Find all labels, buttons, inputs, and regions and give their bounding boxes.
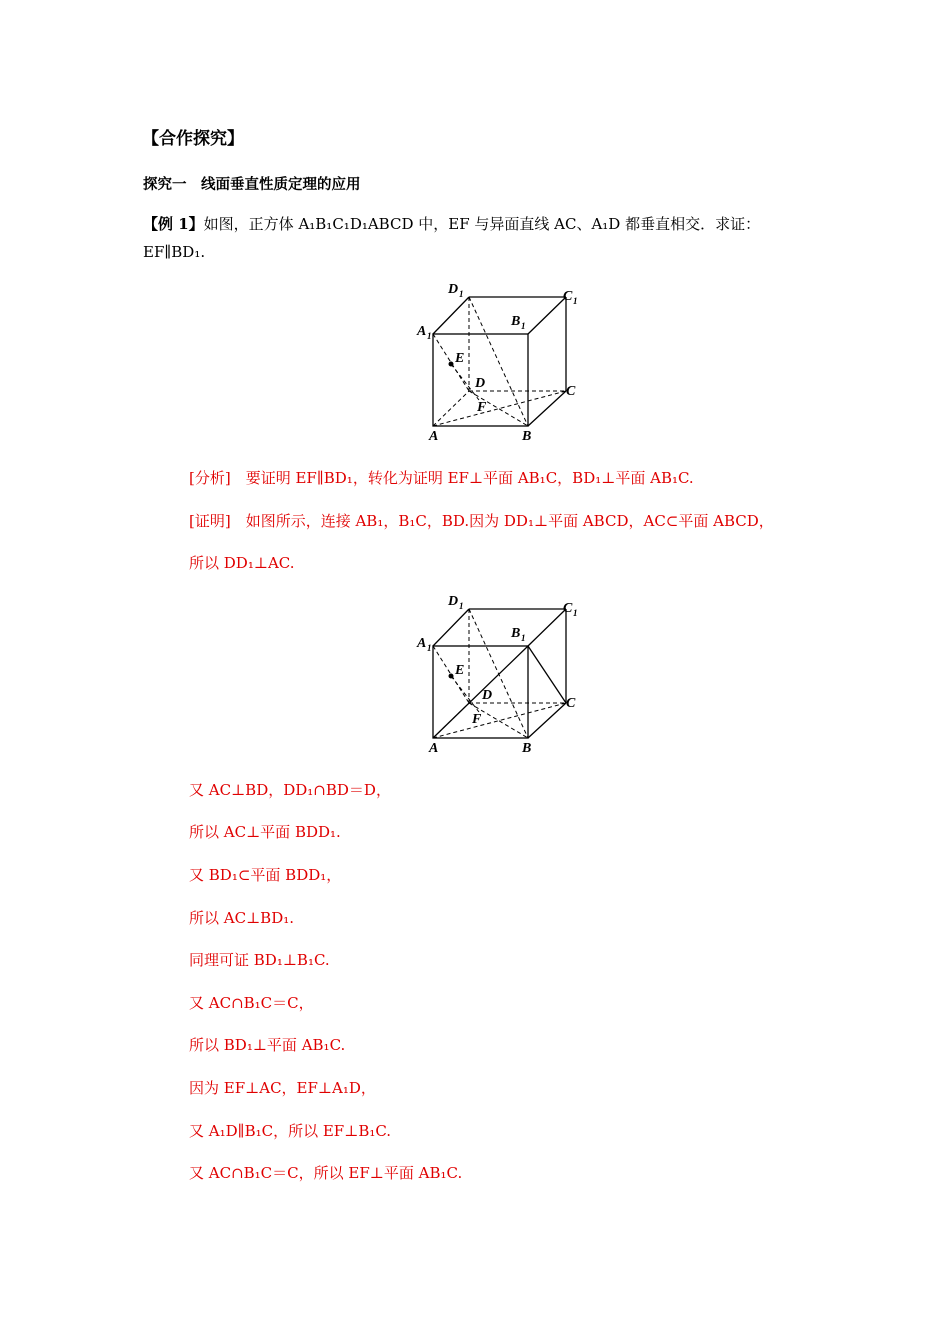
proof-line-12: 又 AC∩B₁C＝C，所以 EF⊥平面 AB₁C. (189, 1164, 463, 1182)
label-c1: C (563, 601, 573, 616)
example-line-2: EF∥BD₁. (143, 243, 206, 261)
label-b: B (522, 429, 532, 444)
proof-line-8: 又 AC∩B₁C＝C， (189, 994, 314, 1012)
label-d1: D (448, 594, 459, 609)
section-title: 【合作探究】 (142, 129, 244, 149)
label-d: D (482, 688, 493, 703)
proof-line-7: 同理可证 BD₁⊥B₁C. (189, 951, 330, 969)
label-a1: A (417, 636, 427, 651)
svg-text:1: 1 (427, 331, 432, 341)
label-b: B (522, 741, 532, 756)
svg-text:1: 1 (427, 643, 432, 653)
proof-line-6: 所以 AC⊥BD₁. (189, 909, 295, 927)
label-d1: D (448, 282, 459, 297)
proof-line-11: 又 A₁D∥B₁C，所以 EF⊥B₁C. (189, 1122, 392, 1140)
proof-line-9: 所以 BD₁⊥平面 AB₁C. (189, 1036, 346, 1054)
label-b1: B (511, 626, 521, 641)
label-e: E (455, 351, 465, 366)
label-f: F (477, 400, 487, 415)
cube-figure-2 (410, 590, 590, 760)
analysis-line: [分析] 要证明 EF∥BD₁，转化为证明 EF⊥平面 AB₁C，BD₁⊥平面 AB₁C. (189, 469, 694, 487)
label-c: C (566, 696, 576, 711)
label-c: C (566, 384, 576, 399)
svg-text:1: 1 (459, 601, 464, 611)
label-c1: C (563, 289, 573, 304)
label-a1: A (417, 324, 427, 339)
point-e (449, 674, 454, 679)
proof-line-5: 又 BD₁⊂平面 BDD₁， (189, 866, 342, 884)
proof-line-2: 所以 DD₁⊥AC. (189, 554, 295, 572)
example-text: 如图，正方体 A₁B₁C₁D₁ABCD 中，EF 与异面直线 AC、A₁D 都垂直相交．求证： (203, 215, 761, 233)
svg-text:1: 1 (521, 633, 526, 643)
label-e: E (455, 663, 465, 678)
cube-figure-1 (410, 278, 590, 448)
svg-text:1: 1 (573, 296, 578, 306)
proof-line-10: 因为 EF⊥AC，EF⊥A₁D， (189, 1079, 376, 1097)
label-a: A (429, 429, 439, 444)
label-b1: B (511, 314, 521, 329)
proof-line-3: 又 AC⊥BD，DD₁∩BD＝D， (189, 781, 391, 799)
example-line-1 (143, 214, 760, 234)
explore-title: 探究一 线面垂直性质定理的应用 (143, 177, 361, 193)
svg-text:1: 1 (459, 289, 464, 299)
proof-line-1: [证明] 如图所示，连接 AB₁，B₁C，BD.因为 DD₁⊥平面 ABCD，AC⊂平面 ABCD， (189, 512, 774, 530)
label-a: A (429, 741, 439, 756)
label-d: D (475, 376, 486, 391)
svg-text:1: 1 (521, 321, 526, 331)
point-e (449, 362, 454, 367)
example-tag: 【例 1】 (143, 215, 204, 233)
proof-line-4: 所以 AC⊥平面 BDD₁. (189, 823, 341, 841)
label-f: F (472, 712, 482, 727)
svg-text:1: 1 (573, 608, 578, 618)
